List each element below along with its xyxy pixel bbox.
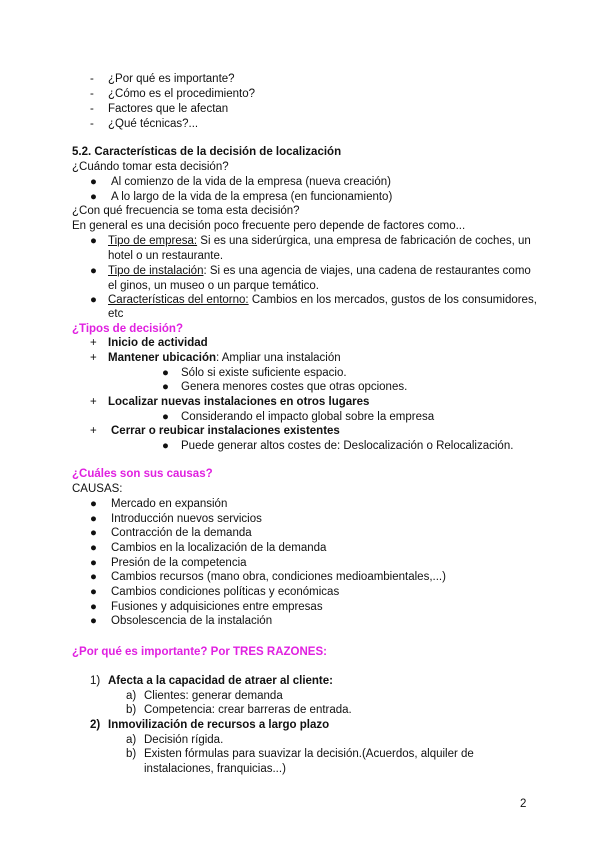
causa-item: Cambios recursos (mano obra, condiciones medioambientales,...)	[111, 571, 446, 583]
sub-item: Considerando el impacto global sobre la empresa	[181, 411, 435, 423]
razon-label: Afecta a la capacidad de atraer al cliente:	[108, 675, 333, 687]
tipo-label: Cerrar o reubicar instalaciones existentes	[111, 425, 340, 437]
bullet: ●	[90, 498, 97, 510]
factor-term: Tipo de instalación	[108, 265, 204, 277]
causa-item: Cambios condiciones políticas y económicas	[111, 586, 340, 598]
tipo-label: Localizar nuevas instalaciones en otros lugares	[108, 396, 370, 408]
bullet: ●	[90, 294, 97, 306]
bullet: ●	[90, 571, 97, 583]
bullet: ●	[162, 367, 169, 379]
causa-item: Obsolescencia de la instalación	[111, 615, 273, 627]
razon-label: Inmovilización de recursos a largo plazo	[108, 719, 330, 731]
section-heading: 5.2. Características de la decisión de localización	[72, 146, 342, 158]
sub-item: Existen fórmulas para suavizar la decisión.(Acuerdos, alquiler de	[144, 748, 474, 760]
bullet: ●	[90, 542, 97, 554]
bullet: ●	[90, 586, 97, 598]
bullet: ●	[90, 235, 97, 247]
sub-item: Puede generar altos costes de: Deslocalización o Relocalización.	[181, 440, 514, 452]
list-marker: +	[90, 396, 97, 408]
list-item: Al comienzo de la vida de la empresa (nueva creación)	[111, 176, 391, 188]
list-marker: +	[90, 337, 97, 349]
factor-text-cont: etc	[108, 308, 124, 320]
bullet: ●	[162, 411, 169, 423]
factor-term: Tipo de empresa:	[108, 235, 198, 247]
list-marker: 1)	[90, 675, 101, 687]
factor-text: Cambios en los mercados, gustos de los consumidores,	[248, 294, 537, 306]
bullet: ●	[90, 176, 97, 188]
sub-item-cont: instalaciones, franquicias...)	[144, 763, 286, 775]
tipo-label: Inicio de actividad	[108, 337, 208, 349]
factor-text-cont: el ginos, un museo o un parque temático.	[108, 280, 319, 292]
question: ¿Cuándo tomar esta decisión?	[72, 161, 229, 173]
section-heading: ¿Cuáles son sus causas?	[72, 468, 213, 480]
page-number: 2	[520, 798, 527, 810]
list-marker: b)	[126, 748, 137, 760]
list-item: Factores que le afectan	[108, 103, 229, 115]
list-marker: +	[90, 352, 97, 364]
factor-text: : Si es una agencia de viajes, una cadena de restaurantes como	[203, 265, 531, 277]
list-item: ¿Por qué es importante?	[108, 73, 235, 85]
sub-item: Competencia: crear barreras de entrada.	[144, 704, 352, 716]
tipo-label: Mantener ubicación	[108, 352, 216, 364]
list-marker: -	[90, 103, 94, 115]
bullet: ●	[90, 265, 97, 277]
bullet: ●	[90, 191, 97, 203]
sub-item: Decisión rígida.	[144, 734, 224, 746]
list-item: ¿Qué técnicas?...	[108, 118, 199, 130]
paragraph: En general es una decisión poco frecuente pero depende de factores como...	[72, 220, 466, 232]
sub-item: Sólo si existe suficiente espacio.	[181, 367, 347, 379]
bullet: ●	[90, 557, 97, 569]
bullet: ●	[90, 527, 97, 539]
list-marker: 2)	[90, 719, 101, 731]
factor-text: Si es una siderúrgica, una empresa de fabricación de coches, un	[197, 235, 531, 247]
bullet: ●	[90, 601, 97, 613]
sub-item: Genera menores costes que otras opciones.	[181, 381, 408, 393]
list-item: A lo largo de la vida de la empresa (en funcionamiento)	[111, 191, 393, 203]
causa-item: Introducción nuevos servicios	[111, 513, 262, 525]
sub-item: Clientes: generar demanda	[144, 690, 283, 702]
factor-text-cont: hotel o un restaurante.	[108, 250, 224, 262]
list-marker: +	[90, 425, 97, 437]
causa-item: Fusiones y adquisiciones entre empresas	[111, 601, 323, 613]
tipo-item	[108, 351, 341, 366]
factor-item	[108, 264, 531, 279]
section-heading: ¿Por qué es importante? Por TRES RAZONES:	[72, 646, 327, 658]
list-marker: -	[90, 118, 94, 130]
list-marker: a)	[126, 734, 137, 746]
causa-item: Contracción de la demanda	[111, 527, 252, 539]
factor-item	[108, 234, 531, 249]
question: ¿Con qué frecuencia se toma esta decisión?	[72, 205, 300, 217]
bullet: ●	[90, 513, 97, 525]
factor-term: Características del entorno:	[108, 294, 249, 306]
causa-item: Cambios en la localización de la demanda	[111, 542, 327, 554]
factor-item	[108, 293, 537, 308]
section-heading: ¿Tipos de decisión?	[72, 323, 183, 335]
causas-label: CAUSAS:	[72, 483, 123, 495]
list-marker: -	[90, 73, 94, 85]
list-marker: a)	[126, 690, 137, 702]
list-marker: b)	[126, 704, 137, 716]
bullet: ●	[162, 381, 169, 393]
tipo-text: : Ampliar una instalación	[216, 352, 341, 364]
list-marker: -	[90, 88, 94, 100]
list-item: ¿Cómo es el procedimiento?	[108, 88, 256, 100]
causa-item: Presión de la competencia	[111, 557, 247, 569]
causa-item: Mercado en expansión	[111, 498, 228, 510]
bullet: ●	[162, 440, 169, 452]
bullet: ●	[90, 615, 97, 627]
